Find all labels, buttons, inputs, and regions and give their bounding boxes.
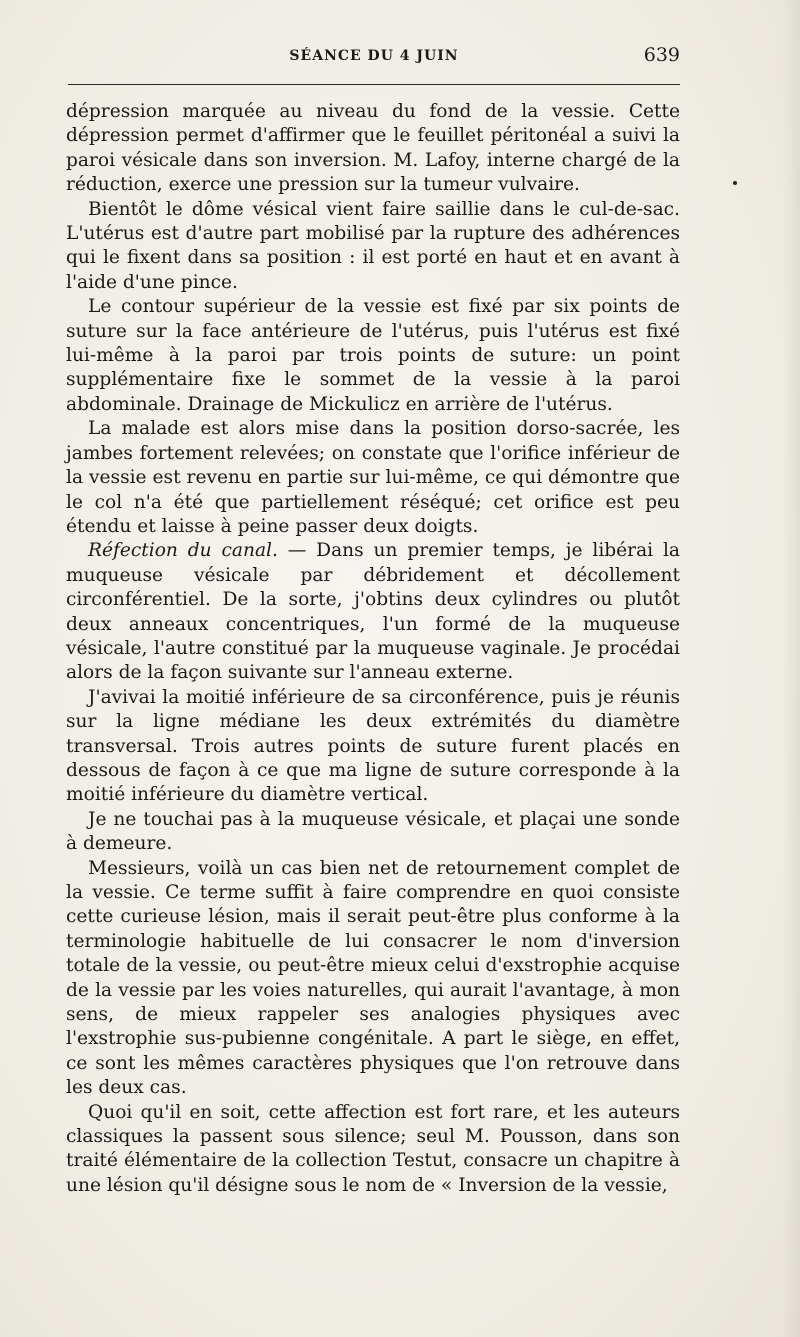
paragraph-3	[66, 295, 680, 417]
page-edge-shadow	[782, 0, 800, 1337]
paragraph-text: Bientôt le dôme vésical vient faire saillie dans le cul-de-sac. L'utérus est d'autre part mobilisé par la rupture des adhérences qui le fixent dans sa position : il est porté en haut et en avant à l'aide d'une pince.	[66, 198, 680, 293]
body-text	[66, 100, 680, 1198]
paragraph-text: dépression marquée au niveau du fond de la vessie. Cette dépression permet d'affirmer que le feuillet péritonéal a suivi la paroi vésicale dans son inversion. M. Lafoy, interne chargé de la réduction, exerce une pression sur la tumeur vulvaire.	[66, 101, 680, 196]
header-rule	[68, 84, 680, 85]
paragraph-text: Messieurs, voilà un cas bien net de retournement complet de la vessie. Ce terme suffit à faire comprendre en quoi consiste cette curieuse lésion, mais il serait peut-être plus conforme à la terminologie habituelle de lui consacrer le nom d'inversion totale de la vessie, ou peut-être mieux celui d'exstrophie acquise de la vessie par les voies naturelles, qui aurait l'avantage, à mon sens, de mieux rappeler ses analogies physiques avec l'exstrophie sus-pubienne congénitale. A part le siège, en effet, ce sont les mêmes caractères physiques que l'on retrouve dans les deux cas.	[66, 857, 680, 1099]
paragraph-text: J'avivai la moitié inférieure de sa circonférence, puis je réunis sur la ligne médiane les deux extrémités du diamètre transversal. Trois autres points de suture furent placés en dessous de façon à ce que ma ligne de suture corresponde à la moitié inférieure du diamètre vertical.	[66, 686, 680, 806]
paragraph-text: Je ne touchai pas à la muqueuse vésicale, et plaçai une sonde à demeure.	[66, 808, 680, 855]
paragraph-text: Quoi qu'il en soit, cette affection est fort rare, et les auteurs classiques la passent sous silence; seul M. Pousson, dans son traité élémentaire de la collection Testut, consacre un chapitre à une lésion qu'il désigne sous le nom de « Inversion de la vessie,	[66, 1101, 680, 1196]
paragraph-2	[66, 198, 680, 296]
paragraph-6	[66, 686, 680, 808]
paragraph-4	[66, 417, 680, 539]
section-heading-italic: Réfection du canal.	[88, 540, 278, 562]
page-number: 639	[643, 44, 680, 66]
paragraph-5	[66, 539, 680, 685]
paragraph-text: La malade est alors mise dans la position dorso-sacrée, les jambes fortement relevées; on constate que l'orifice inférieur de la vessie est revenu en partie sur lui-même, ce qui démontre que le col n'a été que partiellement réséqué; cet orifice est peu étendu et laisse à peine passer deux doigts.	[66, 418, 680, 537]
running-title: SÉANCE DU 4 JUIN	[289, 48, 459, 64]
paragraph-8	[66, 857, 680, 1101]
paragraph-text: Le contour supérieur de la vessie est fixé par six points de suture sur la face antérieure de l'utérus, puis l'utérus est fixé lui-même à la paroi par trois points de suture: un point supplémentaire fixe le sommet de la vessie à la paroi abdominale. Drainage de Mickulicz en arrière de l'utérus.	[66, 296, 680, 415]
paragraph-9	[66, 1101, 680, 1199]
paragraph-7	[66, 808, 680, 857]
page-header	[68, 44, 680, 74]
ink-speck	[733, 181, 737, 185]
paragraph-1	[66, 100, 680, 198]
paragraph-text: — Dans un premier temps, je libérai la muqueuse vésicale par débridement et décollement circonférentiel. De la sorte, j'obtins deux cylindres ou plutôt deux anneaux concentriques, l'un formé de la muqueuse vésicale, l'autre constitué par la muqueuse vaginale. Je procédai alors de la façon suivante sur l'anneau externe.	[66, 540, 680, 684]
